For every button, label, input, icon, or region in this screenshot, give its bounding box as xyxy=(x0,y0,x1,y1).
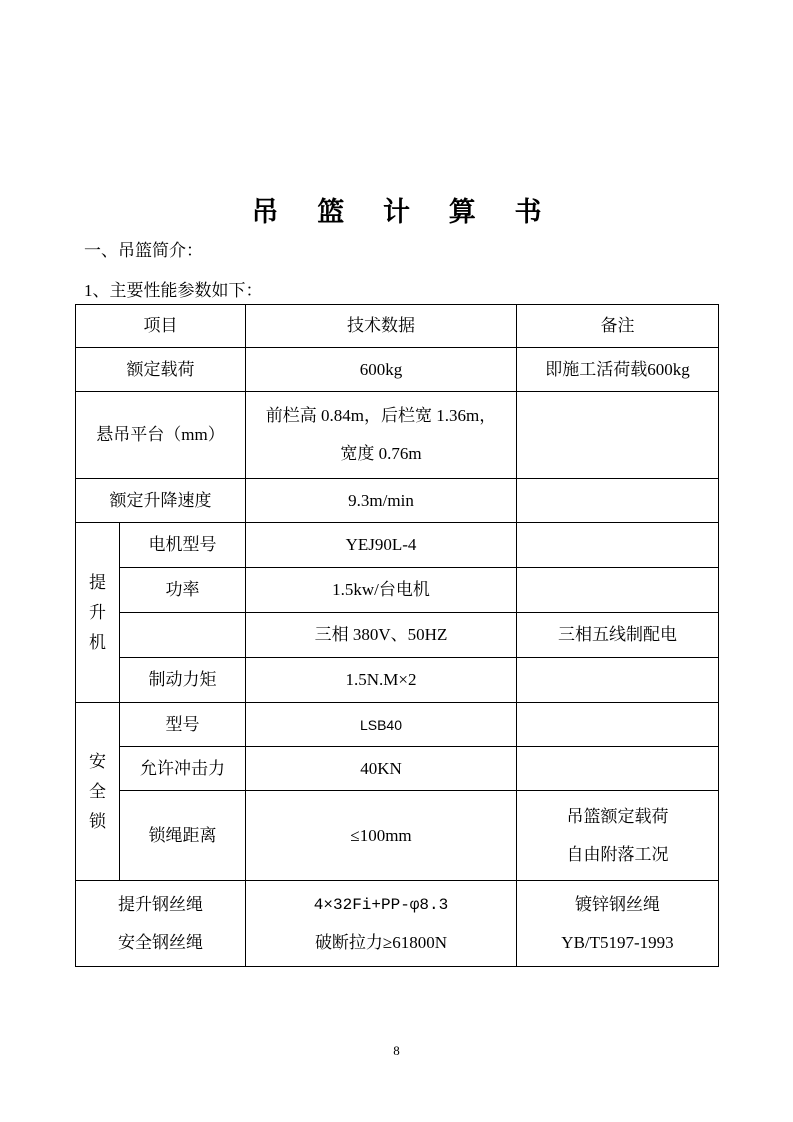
cell-data-line: 前栏高 0.84m，后栏宽 1.36m， xyxy=(265,406,497,425)
cell-item: 额定载荷 xyxy=(76,348,246,392)
cell-note xyxy=(517,791,719,881)
cell-note: 即施工活荷载600kg xyxy=(517,348,719,392)
cell-item xyxy=(76,881,246,967)
cell-data: 40KN xyxy=(246,747,517,791)
table-row xyxy=(76,658,719,703)
cell-item: 锁绳距离 xyxy=(120,791,246,881)
cell-data: 1.5kw/台电机 xyxy=(246,568,517,613)
table-row xyxy=(76,703,719,747)
table-row xyxy=(76,747,719,791)
table-header-row xyxy=(76,305,719,348)
table-row xyxy=(76,791,719,881)
cell-note xyxy=(517,523,719,568)
cell-data: LSB40 xyxy=(246,703,517,747)
group-label-hoist: 提 升 机 xyxy=(76,523,120,703)
cell-note-line: YB/T5197-1993 xyxy=(561,932,674,952)
cell-item: 额定升降速度 xyxy=(76,479,246,523)
cell-data: ≤100mm xyxy=(246,791,517,881)
cell-note xyxy=(517,881,719,967)
table-row xyxy=(76,348,719,392)
section-heading-params: 1、主要性能参数如下： xyxy=(84,281,263,300)
cell-note: 三相五线制配电 xyxy=(517,613,719,658)
cell-note xyxy=(517,392,719,479)
page-title: 吊 篮 计 算 书 xyxy=(251,197,558,227)
cell-data: 1.5N.M×2 xyxy=(246,658,517,703)
cell-note xyxy=(517,658,719,703)
cell-note-line: 吊篮额定载荷 xyxy=(566,806,669,826)
table-row xyxy=(76,568,719,613)
spec-table xyxy=(75,304,719,967)
group-label-safety-lock: 安 全 锁 xyxy=(76,703,120,881)
cell-item: 电机型号 xyxy=(120,523,246,568)
cell-note-line: 自由附落工况 xyxy=(566,844,669,864)
cell-data xyxy=(246,392,517,479)
header-item: 项目 xyxy=(76,305,246,348)
cell-note-line: 镀锌钢丝绳 xyxy=(575,894,660,914)
cell-item: 制动力矩 xyxy=(120,658,246,703)
table-row xyxy=(76,392,719,479)
page-number: 8 xyxy=(393,1043,400,1058)
cell-data: YEJ90L-4 xyxy=(246,523,517,568)
cell-item-line: 安全钢丝绳 xyxy=(118,932,203,952)
section-heading-intro: 一、吊篮简介： xyxy=(84,241,203,260)
cell-item: 允许冲击力 xyxy=(120,747,246,791)
cell-note xyxy=(517,568,719,613)
cell-item xyxy=(120,613,246,658)
cell-data: 9.3m/min xyxy=(246,479,517,523)
cell-data: 600kg xyxy=(246,348,517,392)
cell-note xyxy=(517,479,719,523)
cell-data-line: 宽度 0.76m xyxy=(340,444,422,463)
cell-note xyxy=(517,703,719,747)
cell-data-line: 破断拉力≥61800N xyxy=(314,932,448,952)
cell-item: 悬吊平台（mm） xyxy=(76,392,246,479)
header-note: 备注 xyxy=(517,305,719,348)
table-row xyxy=(76,881,719,967)
header-data: 技术数据 xyxy=(246,305,517,348)
cell-data-line: 4×32Fi+PP-φ8.3 xyxy=(313,895,449,914)
table-row xyxy=(76,613,719,658)
cell-item: 型号 xyxy=(120,703,246,747)
table-row xyxy=(76,479,719,523)
table-row xyxy=(76,523,719,568)
cell-data xyxy=(246,881,517,967)
cell-data: 三相 380V、50HZ xyxy=(246,613,517,658)
cell-item: 功率 xyxy=(120,568,246,613)
cell-item-line: 提升钢丝绳 xyxy=(118,894,203,914)
cell-note xyxy=(517,747,719,791)
